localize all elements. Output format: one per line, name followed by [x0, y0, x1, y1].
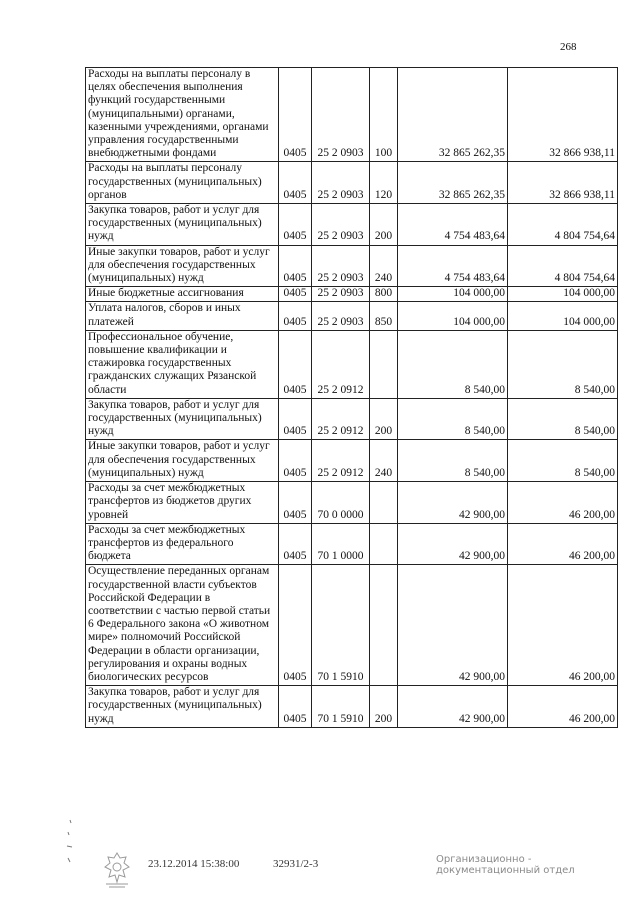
- row-vr: 240: [370, 440, 398, 482]
- row-sum-2016: 4 804 754,64: [508, 245, 618, 287]
- row-sum-2016: 4 804 754,64: [508, 204, 618, 246]
- row-section: 0405: [279, 565, 312, 686]
- footer-stamp-line2: документационный отдел: [436, 865, 575, 876]
- row-sum-2016: 8 540,00: [508, 330, 618, 398]
- row-sum-2016: 46 200,00: [508, 565, 618, 686]
- row-name: Расходы на выплаты персоналу в целях обеспечения выполнения функций государственными (муниципальными) органами, казенными учреждениями, органами управления государственными внебюджетными фондами: [86, 68, 279, 162]
- row-csr: 25 2 0912: [312, 440, 370, 482]
- row-csr: 70 1 5910: [312, 565, 370, 686]
- seal-icon: [100, 850, 134, 890]
- row-section: 0405: [279, 330, 312, 398]
- row-sum-2016: 8 540,00: [508, 440, 618, 482]
- row-vr: 200: [370, 686, 398, 728]
- table-row: [86, 287, 618, 302]
- row-csr: 25 2 0903: [312, 162, 370, 204]
- row-name: Расходы за счет межбюджетных трансфертов из федерального бюджета: [86, 523, 279, 565]
- row-name: Осуществление переданных органам государственной власти субъектов Российской Федерации в соответствии с частью первой статьи 6 Федерального закона «О животном мире» полномочий Российской Федерации в области организации, регулирования и охраны водных биологических ресурсов: [86, 565, 279, 686]
- row-sum-2015: 42 900,00: [398, 482, 508, 524]
- row-sum-2016: 46 200,00: [508, 523, 618, 565]
- table-row: [86, 68, 618, 162]
- footer-datetime: 23.12.2014 15:38:00: [148, 858, 240, 870]
- table-row: [86, 204, 618, 246]
- row-vr: 240: [370, 245, 398, 287]
- row-sum-2015: 4 754 483,64: [398, 245, 508, 287]
- row-csr: 25 2 0903: [312, 204, 370, 246]
- row-sum-2015: 4 754 483,64: [398, 204, 508, 246]
- row-vr: 200: [370, 204, 398, 246]
- row-section: 0405: [279, 398, 312, 440]
- table-row: [86, 686, 618, 728]
- row-sum-2015: 42 900,00: [398, 565, 508, 686]
- row-sum-2015: 32 865 262,35: [398, 162, 508, 204]
- row-csr: 25 2 0912: [312, 330, 370, 398]
- row-csr: 25 2 0903: [312, 287, 370, 302]
- row-section: 0405: [279, 686, 312, 728]
- table-row: [86, 398, 618, 440]
- row-vr: 800: [370, 287, 398, 302]
- row-section: 0405: [279, 204, 312, 246]
- row-name: Уплата налогов, сборов и иных платежей: [86, 302, 279, 330]
- row-sum-2016: 46 200,00: [508, 686, 618, 728]
- table-row: [86, 245, 618, 287]
- row-name: Профессиональное обучение, повышение квалификации и стажировка государственных гражданских служащих Рязанской области: [86, 330, 279, 398]
- table-row: [86, 440, 618, 482]
- row-vr: 120: [370, 162, 398, 204]
- row-vr: 200: [370, 398, 398, 440]
- row-section: 0405: [279, 68, 312, 162]
- footer-stamp: [436, 854, 575, 876]
- row-name: Иные бюджетные ассигнования: [86, 287, 279, 302]
- margin-marks: [64, 818, 78, 868]
- row-section: 0405: [279, 302, 312, 330]
- row-sum-2015: 32 865 262,35: [398, 68, 508, 162]
- table-row: [86, 302, 618, 330]
- row-name: Иные закупки товаров, работ и услуг для обеспечения государственных (муниципальных) нужд: [86, 245, 279, 287]
- row-sum-2016: 32 866 938,11: [508, 68, 618, 162]
- row-sum-2015: 42 900,00: [398, 686, 508, 728]
- row-sum-2015: 104 000,00: [398, 287, 508, 302]
- budget-table: [85, 67, 618, 728]
- row-sum-2015: 8 540,00: [398, 440, 508, 482]
- row-sum-2016: 32 866 938,11: [508, 162, 618, 204]
- table-row: [86, 482, 618, 524]
- row-sum-2015: 42 900,00: [398, 523, 508, 565]
- row-sum-2016: 8 540,00: [508, 398, 618, 440]
- row-name: Расходы на выплаты персоналу государственных (муниципальных) органов: [86, 162, 279, 204]
- row-csr: 25 2 0903: [312, 245, 370, 287]
- row-name: Расходы за счет межбюджетных трансфертов из бюджетов других уровней: [86, 482, 279, 524]
- row-sum-2016: 104 000,00: [508, 287, 618, 302]
- row-name: Закупка товаров, работ и услуг для государственных (муниципальных) нужд: [86, 686, 279, 728]
- table-row: [86, 565, 618, 686]
- row-sum-2016: 46 200,00: [508, 482, 618, 524]
- row-name: Закупка товаров, работ и услуг для государственных (муниципальных) нужд: [86, 398, 279, 440]
- row-section: 0405: [279, 440, 312, 482]
- table-row: [86, 330, 618, 398]
- row-section: 0405: [279, 523, 312, 565]
- row-sum-2015: 8 540,00: [398, 398, 508, 440]
- row-vr: [370, 330, 398, 398]
- row-csr: 25 2 0903: [312, 68, 370, 162]
- row-vr: [370, 565, 398, 686]
- row-name: Иные закупки товаров, работ и услуг для обеспечения государственных (муниципальных) нужд: [86, 440, 279, 482]
- footer-stamp-line1: Организационно -: [436, 854, 532, 865]
- row-name: Закупка товаров, работ и услуг для государственных (муниципальных) нужд: [86, 204, 279, 246]
- table-row: [86, 523, 618, 565]
- row-csr: 70 0 0000: [312, 482, 370, 524]
- table-row: [86, 162, 618, 204]
- row-csr: 70 1 0000: [312, 523, 370, 565]
- row-csr: 25 2 0912: [312, 398, 370, 440]
- row-csr: 25 2 0903: [312, 302, 370, 330]
- row-section: 0405: [279, 482, 312, 524]
- row-section: 0405: [279, 287, 312, 302]
- row-csr: 70 1 5910: [312, 686, 370, 728]
- row-section: 0405: [279, 245, 312, 287]
- row-vr: [370, 523, 398, 565]
- footer-doc-number: 32931/2-3: [273, 858, 319, 870]
- row-vr: 850: [370, 302, 398, 330]
- row-vr: [370, 482, 398, 524]
- row-sum-2015: 8 540,00: [398, 330, 508, 398]
- row-sum-2015: 104 000,00: [398, 302, 508, 330]
- page-number: 268: [560, 41, 577, 53]
- row-vr: 100: [370, 68, 398, 162]
- row-sum-2016: 104 000,00: [508, 302, 618, 330]
- row-section: 0405: [279, 162, 312, 204]
